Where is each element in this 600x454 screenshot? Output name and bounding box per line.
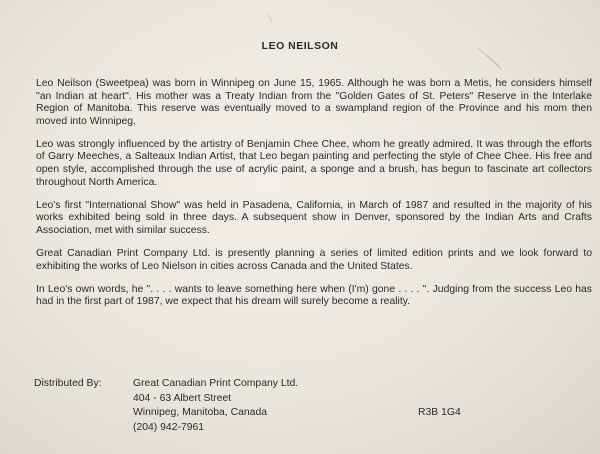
distributor-street: 404 - 63 Albert Street	[133, 392, 232, 404]
distributor-label: Distributed By:	[34, 378, 102, 389]
paragraph-birth: Leo Neilson (Sweetpea) was born in Winnipeg on June 15, 1965. Although he was born a Metis, he considers himself "an Indian at heart". His mother was a Treaty Indian from the "Golden Gates of St. Peters" Reserve in the Interlake Region of Manitoba. This reserve was eventually moved to a swampland region of the Province and his mom then moved into Winnipeg.	[36, 78, 592, 127]
distributor-address	[133, 377, 461, 435]
distributor-postal-code: R3B 1G4	[418, 407, 461, 418]
document-title: LEO NEILSON	[261, 40, 339, 52]
document-body	[36, 78, 592, 319]
distributor-company: Great Canadian Print Company Ltd.	[133, 378, 299, 389]
distributor-phone: (204) 942-7961	[133, 421, 205, 433]
paragraph-influence: Leo was strongly influenced by the artistry of Benjamin Chee Chee, whom he greatly admired. It was through the efforts of Garry Meeches, a Salteaux Indian Artist, that Leo began painting and perfecting the style of Chee Chee. His free and open style, accomplished through the use of acrylic paint, a sponge and a brush, has begun to fascinate art collectors throughout North America.	[36, 138, 592, 188]
paragraph-quote: In Leo's own words, he ". . . . wants to leave something here when (I'm) gone . . . . ". Judging from the success Leo has had in the first part of 1987, we expect that his dream will surely become a reality.	[36, 283, 592, 308]
distributor-city: Winnipeg, Manitoba, Canada	[133, 407, 268, 418]
paragraph-international-show: Leo's first "International Show" was held in Pasadena, California, in March of 1987 and resulted in the majority of his works exhibited being sold in three days. A subsequent show in Denver, sponsored by the Indian Arts and Crafts Association, met with similar success.	[36, 199, 592, 236]
paragraph-print-company: Great Canadian Print Company Ltd. is presently planning a series of limited edition prints and we look forward to exhibiting the works of Leo Nielson in cities across Canada and the United States.	[36, 248, 592, 272]
